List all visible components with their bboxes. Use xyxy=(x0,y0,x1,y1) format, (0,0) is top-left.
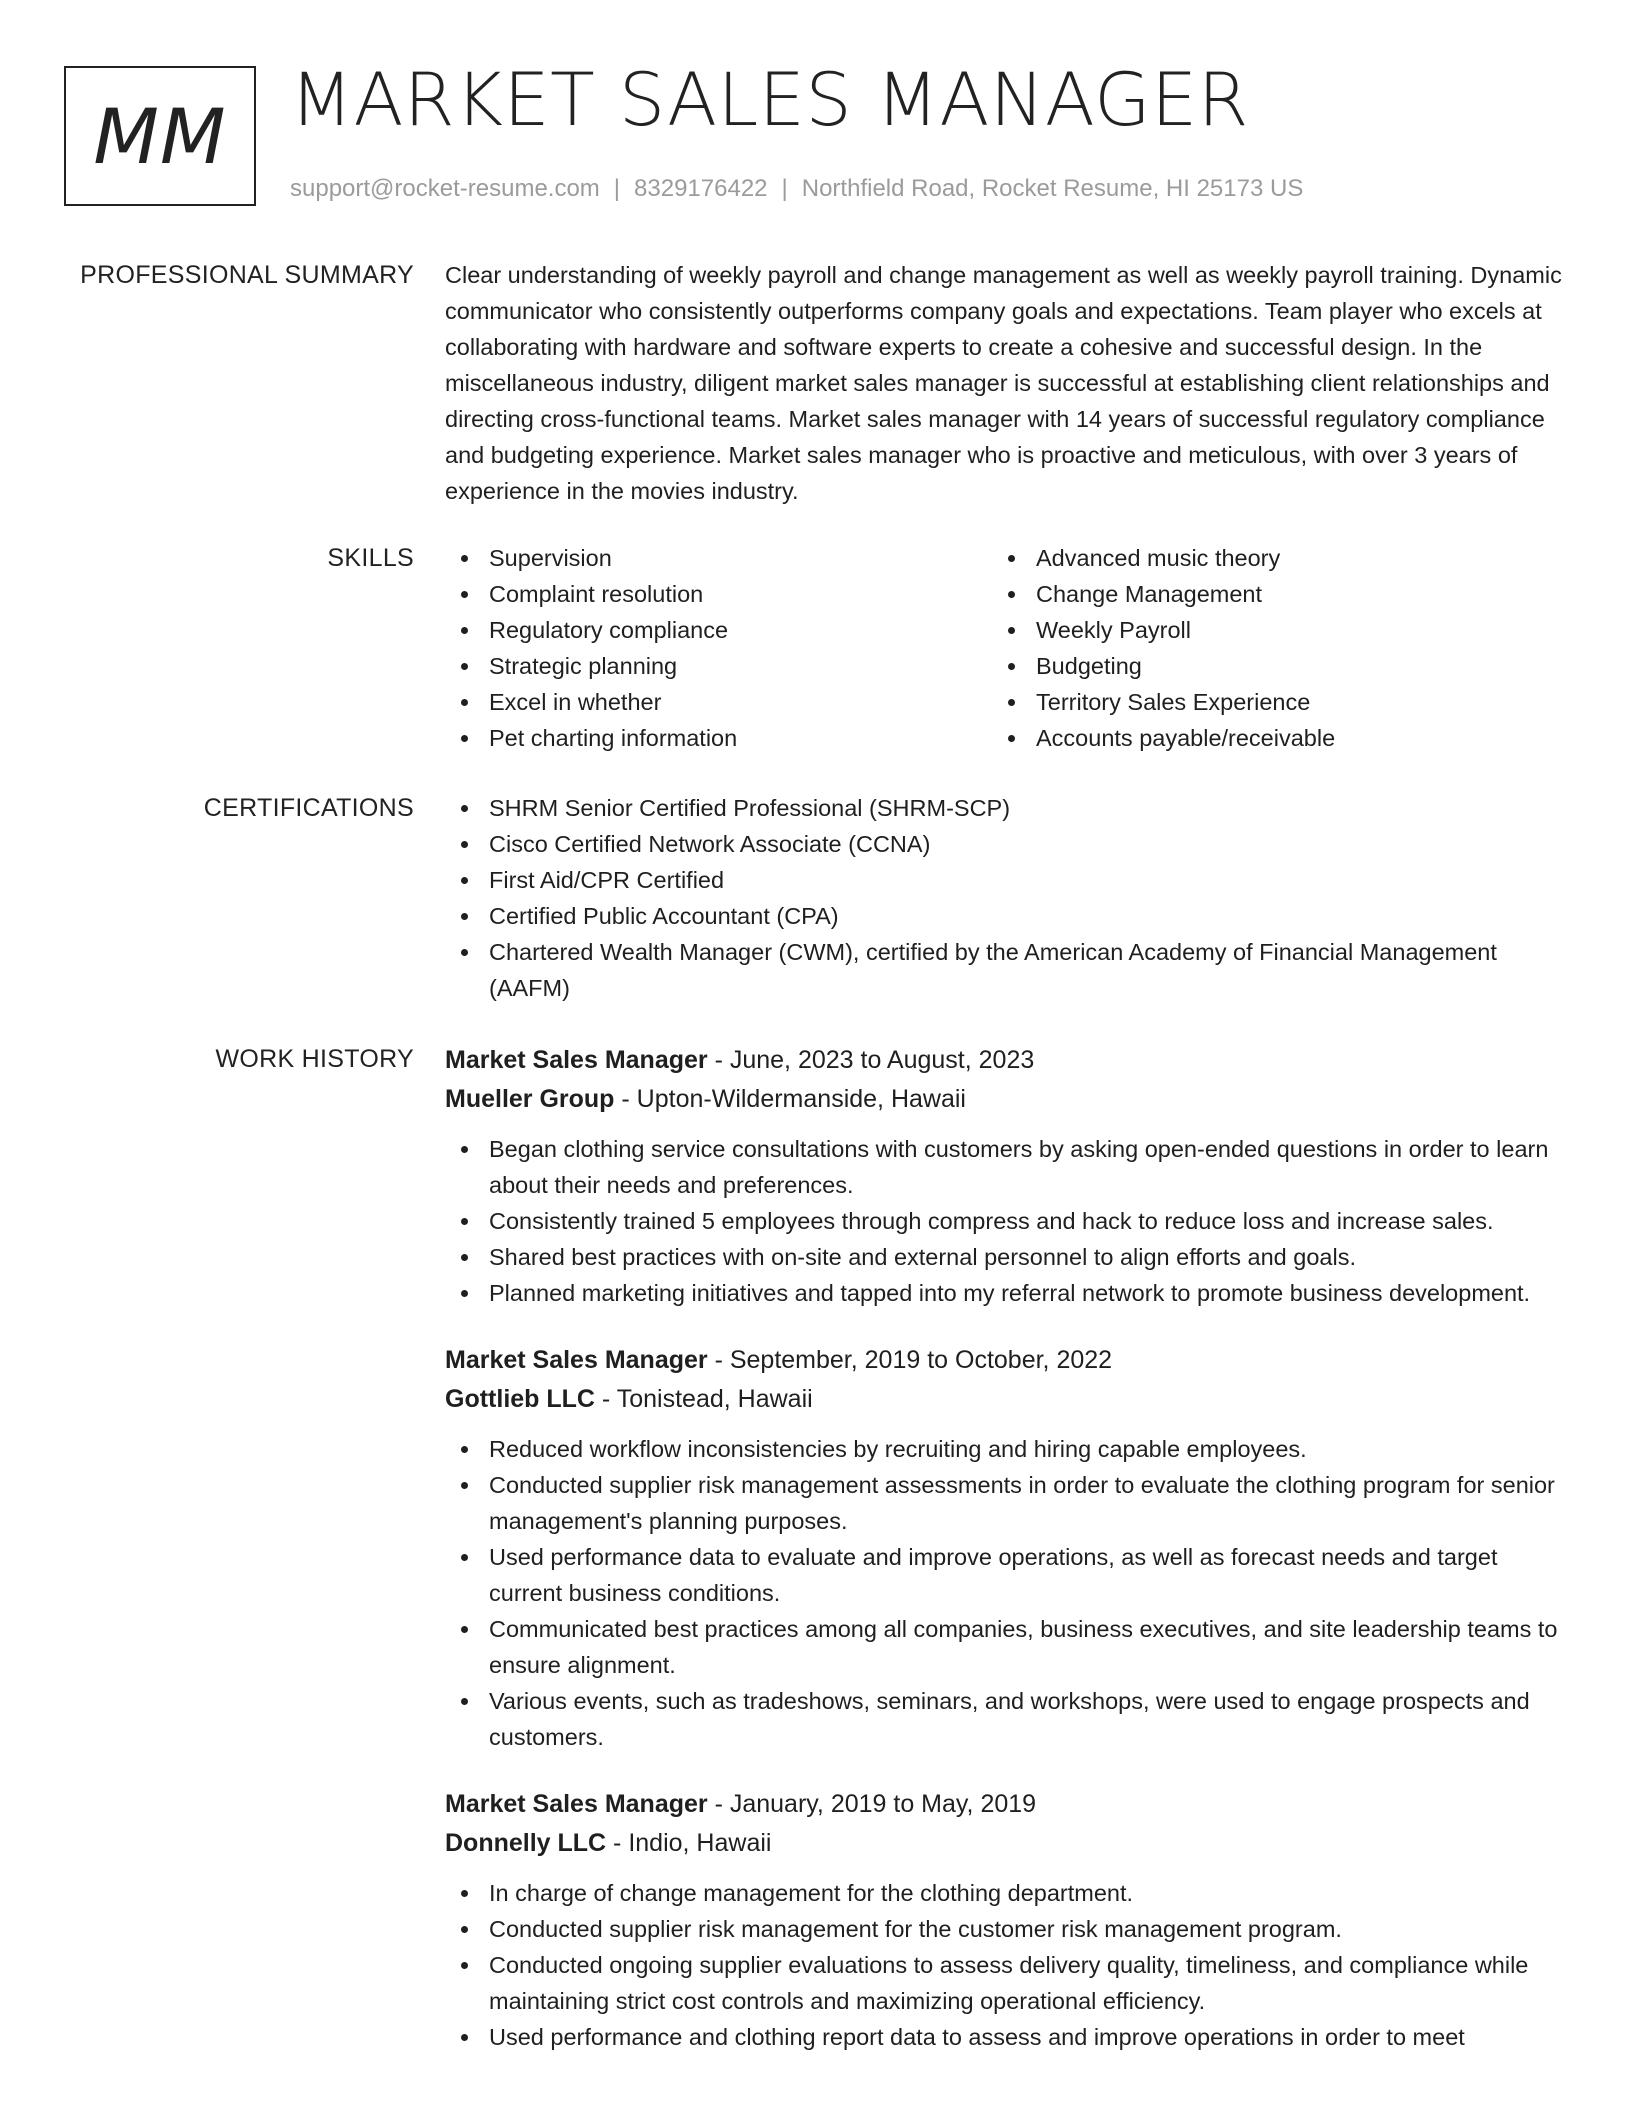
certifications-heading: CERTIFICATIONS xyxy=(203,794,414,822)
job-company-line xyxy=(445,1080,1565,1119)
certification-item: Chartered Wealth Manager (CWM), certified by the American Academy of Financial Management (AAFM) xyxy=(445,934,1565,1006)
job-bullet-list xyxy=(445,1875,1565,2055)
skills-heading: SKILLS xyxy=(327,544,414,572)
job-dates: - September, 2019 to October, 2022 xyxy=(707,1346,1113,1374)
job-company: Gottlieb LLC xyxy=(445,1385,595,1413)
skills-list-left xyxy=(445,540,992,756)
job-location: - Indio, Hawaii xyxy=(606,1829,772,1857)
certifications-list xyxy=(445,790,1565,1006)
job-role: Market Sales Manager xyxy=(445,1046,708,1074)
job-bullet: In charge of change management for the clothing department. xyxy=(445,1875,1565,1911)
contact-phone: 8329176422 xyxy=(634,175,768,202)
job-bullet: Conducted supplier risk management for the customer risk management program. xyxy=(445,1911,1565,1947)
contact-separator: | xyxy=(613,175,621,202)
certification-item: First Aid/CPR Certified xyxy=(445,862,1565,898)
job-bullet: Consistently trained 5 employees through compress and hack to reduce loss and increase sales. xyxy=(445,1203,1565,1239)
job-bullet: Communicated best practices among all companies, business executives, and site leadership teams to ensure alignment. xyxy=(445,1611,1565,1683)
job-bullet: Conducted supplier risk management assessments in order to evaluate the clothing program for senior management's planning purposes. xyxy=(445,1467,1565,1539)
job-bullet: Planned marketing initiatives and tapped into my referral network to promote business development. xyxy=(445,1275,1565,1311)
skill-item: Territory Sales Experience xyxy=(992,684,1539,720)
job-location: - Upton-Wildermanside, Hawaii xyxy=(614,1085,966,1113)
job-role-line xyxy=(445,1341,1565,1380)
skill-item: Supervision xyxy=(445,540,992,576)
skill-item: Regulatory compliance xyxy=(445,612,992,648)
job-bullet: Conducted ongoing supplier evaluations to assess delivery quality, timeliness, and compliance while maintaining strict cost controls and maximizing operational efficiency. xyxy=(445,1947,1565,2019)
monogram-initials: MM xyxy=(93,91,227,181)
job-company-line xyxy=(445,1380,1565,1419)
skill-item: Excel in whether xyxy=(445,684,992,720)
contact-separator: | xyxy=(781,175,788,202)
job-bullet: Began clothing service consultations with customers by asking open-ended questions in order to learn about their needs and preferences. xyxy=(445,1131,1565,1203)
job-bullet: Used performance and clothing report data to assess and improve operations in order to meet xyxy=(445,2019,1565,2055)
job-bullet: Various events, such as tradeshows, seminars, and workshops, were used to engage prospects and customers. xyxy=(445,1683,1565,1755)
summary-text: Clear understanding of weekly payroll and change management as well as weekly payroll training. Dynamic communicator who consistently outperforms company goals and expectations. Team player who excels at collaborating with hardware and software experts to create a cohesive and successful design. In the miscellaneous industry, diligent market sales manager is successful at establishing client relationships and directing cross-functional teams. Market sales manager with 14 years of successful regulatory compliance and budgeting experience. Market sales manager who is proactive and meticulous, with over 3 years of experience in the movies industry. xyxy=(445,262,1562,504)
contact-address: Northfield Road, Rocket Resume, HI 25173 US xyxy=(801,175,1304,202)
skill-item: Pet charting information xyxy=(445,720,992,756)
job-company: Donnelly LLC xyxy=(445,1829,607,1857)
job-role: Market Sales Manager xyxy=(445,1346,708,1374)
skill-item: Strategic planning xyxy=(445,648,992,684)
job-role: Market Sales Manager xyxy=(445,1790,708,1818)
job-role-line xyxy=(445,1785,1565,1824)
job-entry xyxy=(445,1341,1565,1755)
job-entry xyxy=(445,1785,1565,2055)
summary-heading: PROFESSIONAL SUMMARY xyxy=(80,261,414,289)
work-history-body xyxy=(445,1041,1565,2085)
job-bullet: Used performance data to evaluate and improve operations, as well as forecast needs and target current business conditions. xyxy=(445,1539,1565,1611)
skill-item: Weekly Payroll xyxy=(992,612,1539,648)
job-company: Mueller Group xyxy=(445,1085,615,1113)
job-dates: - June, 2023 to August, 2023 xyxy=(707,1046,1035,1074)
job-bullet-list xyxy=(445,1431,1565,1755)
job-dates: - January, 2019 to May, 2019 xyxy=(707,1790,1037,1818)
job-bullet-list xyxy=(445,1131,1565,1311)
skill-item: Change Management xyxy=(992,576,1539,612)
job-location: - Tonistead, Hawaii xyxy=(594,1385,813,1413)
skill-item: Complaint resolution xyxy=(445,576,992,612)
job-entry xyxy=(445,1041,1565,1311)
certification-item: SHRM Senior Certified Professional (SHRM-SCP) xyxy=(445,790,1565,826)
skills-body xyxy=(445,540,1565,756)
certification-item: Certified Public Accountant (CPA) xyxy=(445,898,1565,934)
summary-body xyxy=(445,257,1565,509)
skill-item: Accounts payable/receivable xyxy=(992,720,1539,756)
contact-email: support@rocket-resume.com xyxy=(290,175,600,202)
skill-item: Budgeting xyxy=(992,648,1539,684)
skills-list-right xyxy=(992,540,1539,756)
skill-item: Advanced music theory xyxy=(992,540,1539,576)
certifications-body xyxy=(445,790,1565,1006)
contact-line xyxy=(290,175,1303,203)
job-company-line xyxy=(445,1824,1565,1863)
monogram-box xyxy=(64,66,256,206)
job-role-line xyxy=(445,1041,1565,1080)
certification-item: Cisco Certified Network Associate (CCNA) xyxy=(445,826,1565,862)
work-history-heading: WORK HISTORY xyxy=(215,1045,414,1073)
job-bullet: Shared best practices with on-site and external personnel to align efforts and goals. xyxy=(445,1239,1565,1275)
job-bullet: Reduced workflow inconsistencies by recruiting and hiring capable employees. xyxy=(445,1431,1565,1467)
page-title: MARKET SALES MANAGER xyxy=(290,58,1249,143)
